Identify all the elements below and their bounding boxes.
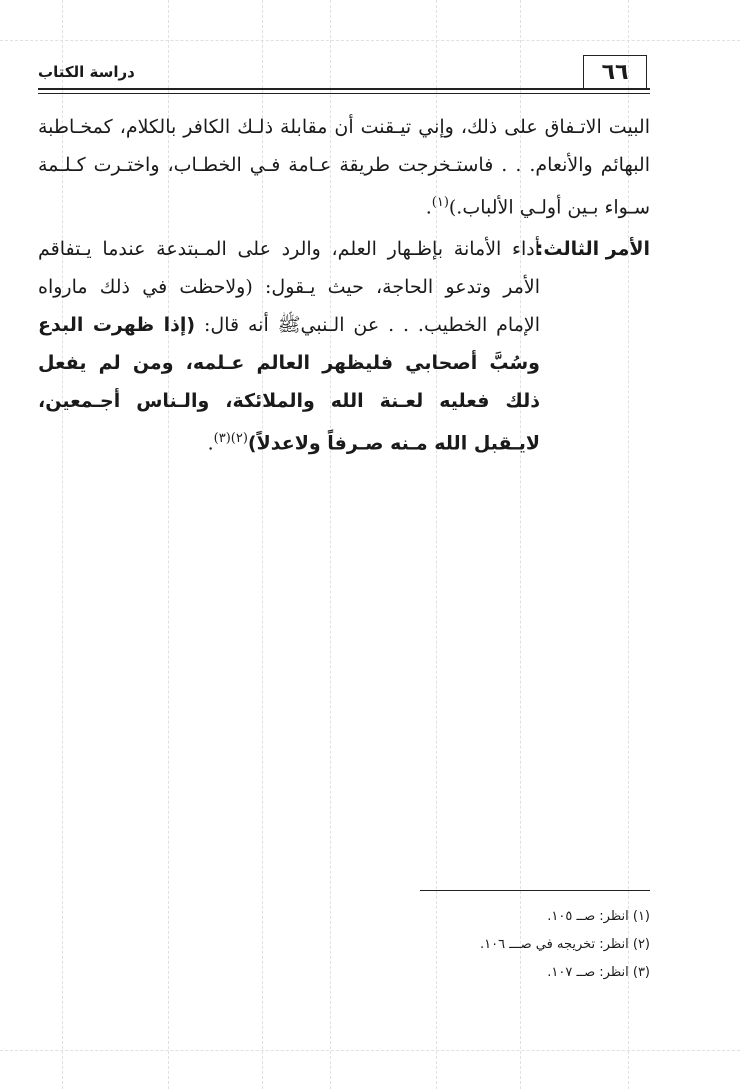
- paragraph-2-text: أداء الأمانة بإظـهار العلم، والرد على المـبتدعة عندما يـتفاقم الأمر وتدعو الحاجة، حيث يـقول: (ولاحظت في ذلك مارواه الإمام الخطيب. . . عن الـنبيﷺ أنه قال:: [38, 238, 541, 337]
- page-header: [38, 55, 650, 95]
- footnote-1: (١) انظر: صــ ١٠٥.: [547, 909, 650, 924]
- paragraph-1-end: .: [425, 196, 432, 219]
- paragraph-1-text: البيت الاتـفاق على ذلك، وإني تيـقنت أن مقابلة ذلـك الكافر بالكلام، كمخـاطبة البهائم والأنعام. . . فاستـخرجت طريقة عـامة فـي الخطـاب، واختـرت كـلـمة سـواء بـين أولـي الألباب.): [38, 116, 650, 219]
- footnote-ref-1: (١): [431, 195, 449, 210]
- book-title: دراسة الكتاب: [38, 63, 135, 81]
- header-rule-thin: [38, 93, 650, 94]
- footnote-3: (٣) انظر: صــ ١٠٧.: [547, 965, 650, 980]
- footnote-2: (٢) انظر: تخريجه في صـــ ١٠٦.: [479, 937, 650, 952]
- hadith-quote: (إذا ظهرت البدع وسُبَّ أصحابي فليظهر العالم عـلمه، ومن لم يفعل ذلك فعليه لعـنة الله والملائكة، والـناس أجـمعين، لايـقبل الله مـنه صـرفاً ولاعدلاً): [38, 314, 540, 455]
- main-text: [38, 108, 650, 463]
- footnotes: [420, 890, 650, 987]
- paragraph-2: [38, 230, 650, 462]
- scan-gridline: [0, 1050, 740, 1051]
- section-label: الأمر الثالث:: [535, 238, 650, 261]
- footnote-refs-2-3: (٢)(٣): [213, 431, 248, 447]
- scan-gridline: [0, 40, 740, 41]
- paragraph-2-end: .: [207, 432, 214, 455]
- page-number: ٦٦: [583, 55, 647, 88]
- paragraph-1: [38, 108, 650, 226]
- footnote-rule: [420, 890, 650, 891]
- header-rule: [38, 88, 650, 90]
